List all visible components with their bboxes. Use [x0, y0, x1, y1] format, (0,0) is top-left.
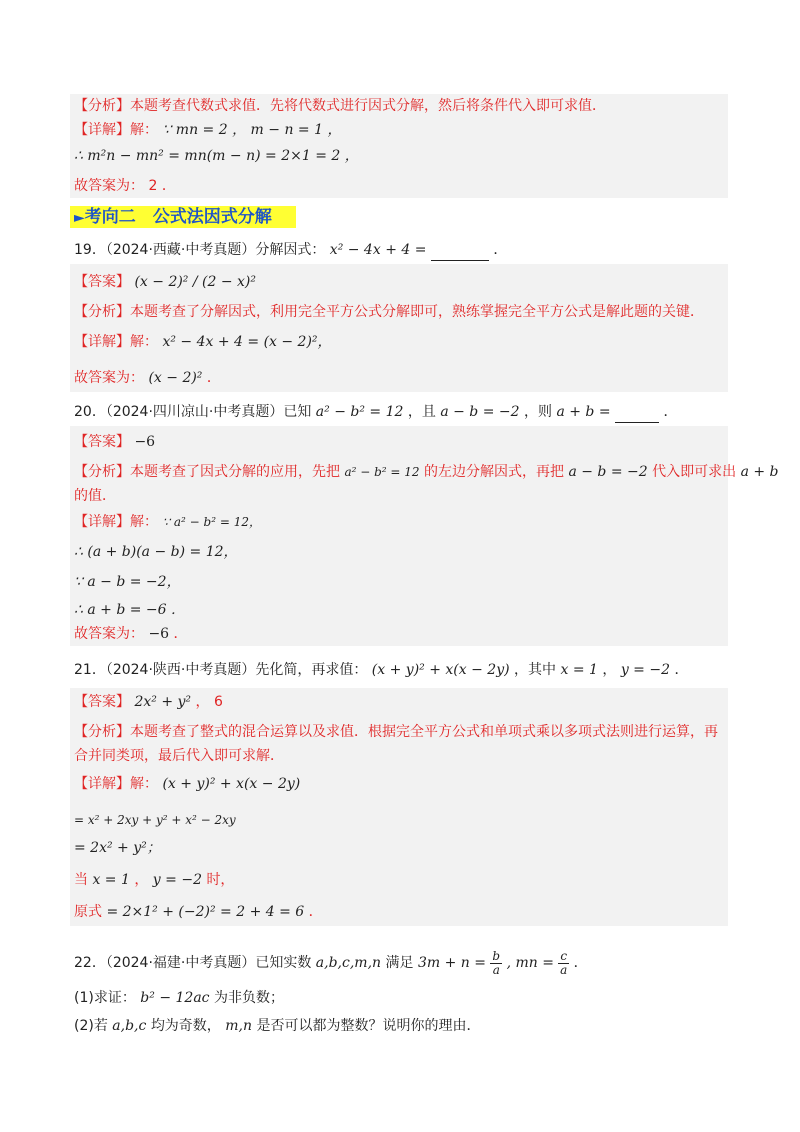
- triangle-marker-icon: ►: [74, 210, 85, 226]
- denominator: a: [492, 962, 500, 977]
- equation: ∴ (a + b)(a − b) = 12，: [74, 544, 238, 560]
- text: (1)求证：: [74, 990, 136, 1006]
- equation: y = −2: [152, 872, 202, 888]
- answer-value: 2: [148, 178, 158, 194]
- text: 是否可以都为整数？说明你的理由．: [256, 1018, 481, 1034]
- detail-label: 【详解】解：: [74, 122, 158, 138]
- stem-math: a + b =: [556, 404, 611, 420]
- denominator: a: [560, 962, 568, 977]
- equation: ∵ a − b = −2，: [74, 574, 181, 590]
- final-math: (x − 2)²: [148, 370, 203, 386]
- prev-answer: [74, 176, 176, 196]
- q21-line2: [74, 810, 236, 830]
- detail-math: ∵ a² − b² = 12，: [162, 515, 261, 529]
- q21-answer: [74, 692, 223, 712]
- answer-math: 2x² + y²: [134, 694, 192, 710]
- numerator: c: [560, 948, 568, 963]
- stem-math: a − b = −2: [440, 404, 520, 420]
- stem-math: x = 1: [560, 662, 598, 678]
- stem-text: 21．（2024·陕西·中考真题）先化简，再求值：: [74, 662, 368, 678]
- q20-analysis-l1: [74, 462, 779, 482]
- answer-blank: [615, 402, 659, 423]
- answer-label: 【答案】: [74, 274, 130, 290]
- fraction-c-over-a: [558, 950, 569, 977]
- stem-math: a,b,c,m,n: [315, 955, 382, 971]
- text: ．: [308, 904, 323, 920]
- text: 均为奇数，: [150, 1018, 221, 1034]
- stem-end: ．: [674, 662, 689, 678]
- stem-text: 满足: [385, 955, 414, 971]
- detail-math: ∵ mn = 2 ， m − n = 1 ，: [162, 122, 342, 138]
- stem-math: y = −2: [620, 662, 670, 678]
- stem-math: x² − 4x + 4 =: [329, 242, 427, 258]
- equation: m,n: [225, 1018, 253, 1034]
- equation: = 2×1² + (−2)² = 2 + 4 = 6: [106, 904, 305, 920]
- stem-end: ．: [493, 242, 508, 258]
- stem-text: 22．（2024·福建·中考真题）已知实数: [74, 955, 312, 971]
- analysis-math: a − b = −2: [568, 464, 648, 480]
- equation: x = 1: [92, 872, 130, 888]
- stem-text: ，其中: [514, 662, 557, 678]
- answer-value: 6: [213, 694, 223, 710]
- equation: ∴ a + b = −6 ．: [74, 602, 186, 618]
- answer-suffix: ．: [161, 178, 176, 194]
- q19-final: [74, 368, 221, 388]
- q21-line4: [74, 870, 234, 890]
- q19-answer: [74, 272, 256, 292]
- q22-stem: [74, 948, 588, 978]
- stem-text: ，且: [407, 404, 436, 420]
- text: ，: [134, 872, 149, 888]
- fraction-b-over-a: [490, 950, 502, 977]
- prev-detail: [74, 120, 341, 140]
- q20-line4: [74, 600, 185, 620]
- detail-math: (x + y)² + x(x − 2y): [162, 776, 301, 792]
- q20-analysis-l2: 的值．: [74, 488, 116, 504]
- stem-math: (x + y)² + x(x − 2y): [371, 662, 510, 678]
- analysis-text: 代入即可求出: [652, 464, 737, 480]
- text: 原式: [74, 904, 102, 920]
- stem-math: , mn =: [506, 955, 554, 971]
- equation: ∴ m²n − mn² = mn(m − n) = 2×1 = 2 ，: [74, 148, 359, 164]
- section-title: 考向二 公式法因式分解: [84, 207, 272, 227]
- stem-text: ，: [602, 662, 617, 678]
- detail-label: 【详解】解：: [74, 334, 158, 350]
- text: (2)若: [74, 1018, 108, 1034]
- final-prefix: 故答案为：: [74, 626, 144, 642]
- stem-text: 20．（2024·四川凉山·中考真题）已知: [74, 404, 312, 420]
- q20-stem: [74, 402, 677, 423]
- answer-label: 【答案】: [74, 694, 130, 710]
- final-end: ．: [206, 370, 221, 386]
- q20-answer: [74, 432, 155, 452]
- answer-value: −6: [134, 434, 156, 450]
- answer-prefix: 故答案为：: [74, 178, 144, 194]
- stem-math: 3m + n =: [417, 955, 486, 971]
- prev-line2: [74, 146, 359, 166]
- stem-end: ．: [663, 404, 678, 420]
- q21-stem: [74, 660, 688, 680]
- answer-blank: [431, 240, 489, 261]
- q21-line3: [74, 838, 161, 858]
- q20-line3: [74, 572, 181, 592]
- stem-text: 19．（2024·西藏·中考真题）分解因式：: [74, 242, 326, 258]
- text: 当: [74, 872, 88, 888]
- analysis-math: a + b: [740, 464, 779, 480]
- equation: b² − 12ac: [140, 990, 210, 1006]
- section-heading: [74, 206, 272, 229]
- equation: = 2x² + y²；: [74, 840, 161, 856]
- stem-text: ，则: [523, 404, 552, 420]
- q19-stem: [74, 240, 507, 261]
- detail-label: 【详解】解：: [74, 776, 158, 792]
- q22-part1: [74, 988, 284, 1008]
- analysis-math: a² − b² = 12: [344, 465, 420, 479]
- numerator: b: [492, 948, 501, 963]
- q21-detail: [74, 774, 300, 794]
- final-prefix: 故答案为：: [74, 370, 144, 386]
- prev-analysis: 【分析】本题考查代数式求值．先将代数式进行因式分解，然后将条件代入即可求值．: [74, 98, 606, 114]
- text: 时，: [206, 872, 235, 888]
- final-end: ．: [173, 626, 188, 642]
- q19-detail: [74, 332, 332, 352]
- detail-math: x² − 4x + 4 = (x − 2)²，: [162, 334, 332, 350]
- text: 为非负数；: [213, 990, 284, 1006]
- q21-analysis-l2: 合并同类项，最后代入即可求解．: [74, 748, 284, 764]
- stem-end: ．: [573, 955, 588, 971]
- analysis-text: 的左边分解因式，再把: [424, 464, 564, 480]
- q20-detail: [74, 512, 261, 532]
- stem-math: a² − b² = 12: [315, 404, 404, 420]
- q20-line2: [74, 542, 238, 562]
- answer-label: 【答案】: [74, 434, 130, 450]
- q20-final: [74, 624, 188, 644]
- equation: = x² + 2xy + y² + x² − 2xy: [74, 813, 236, 827]
- answer-sep: ，: [195, 694, 210, 710]
- q21-analysis-l1: 【分析】本题考查了整式的混合运算以及求值．根据完全平方公式和单项式乘以多项式法则进行运算，再: [74, 724, 718, 740]
- q22-part2: [74, 1016, 480, 1036]
- equation: a,b,c: [112, 1018, 147, 1034]
- answer-math: (x − 2)² / (2 − x)²: [134, 274, 257, 290]
- q21-line5: [74, 902, 323, 922]
- analysis-text: 【分析】本题考查了因式分解的应用，先把: [74, 464, 340, 480]
- q19-analysis: 【分析】本题考查了分解因式，利用完全平方公式分解即可，熟练掌握完全平方公式是解此题的关键．: [74, 304, 704, 320]
- final-value: −6: [148, 626, 170, 642]
- detail-label: 【详解】解：: [74, 514, 158, 530]
